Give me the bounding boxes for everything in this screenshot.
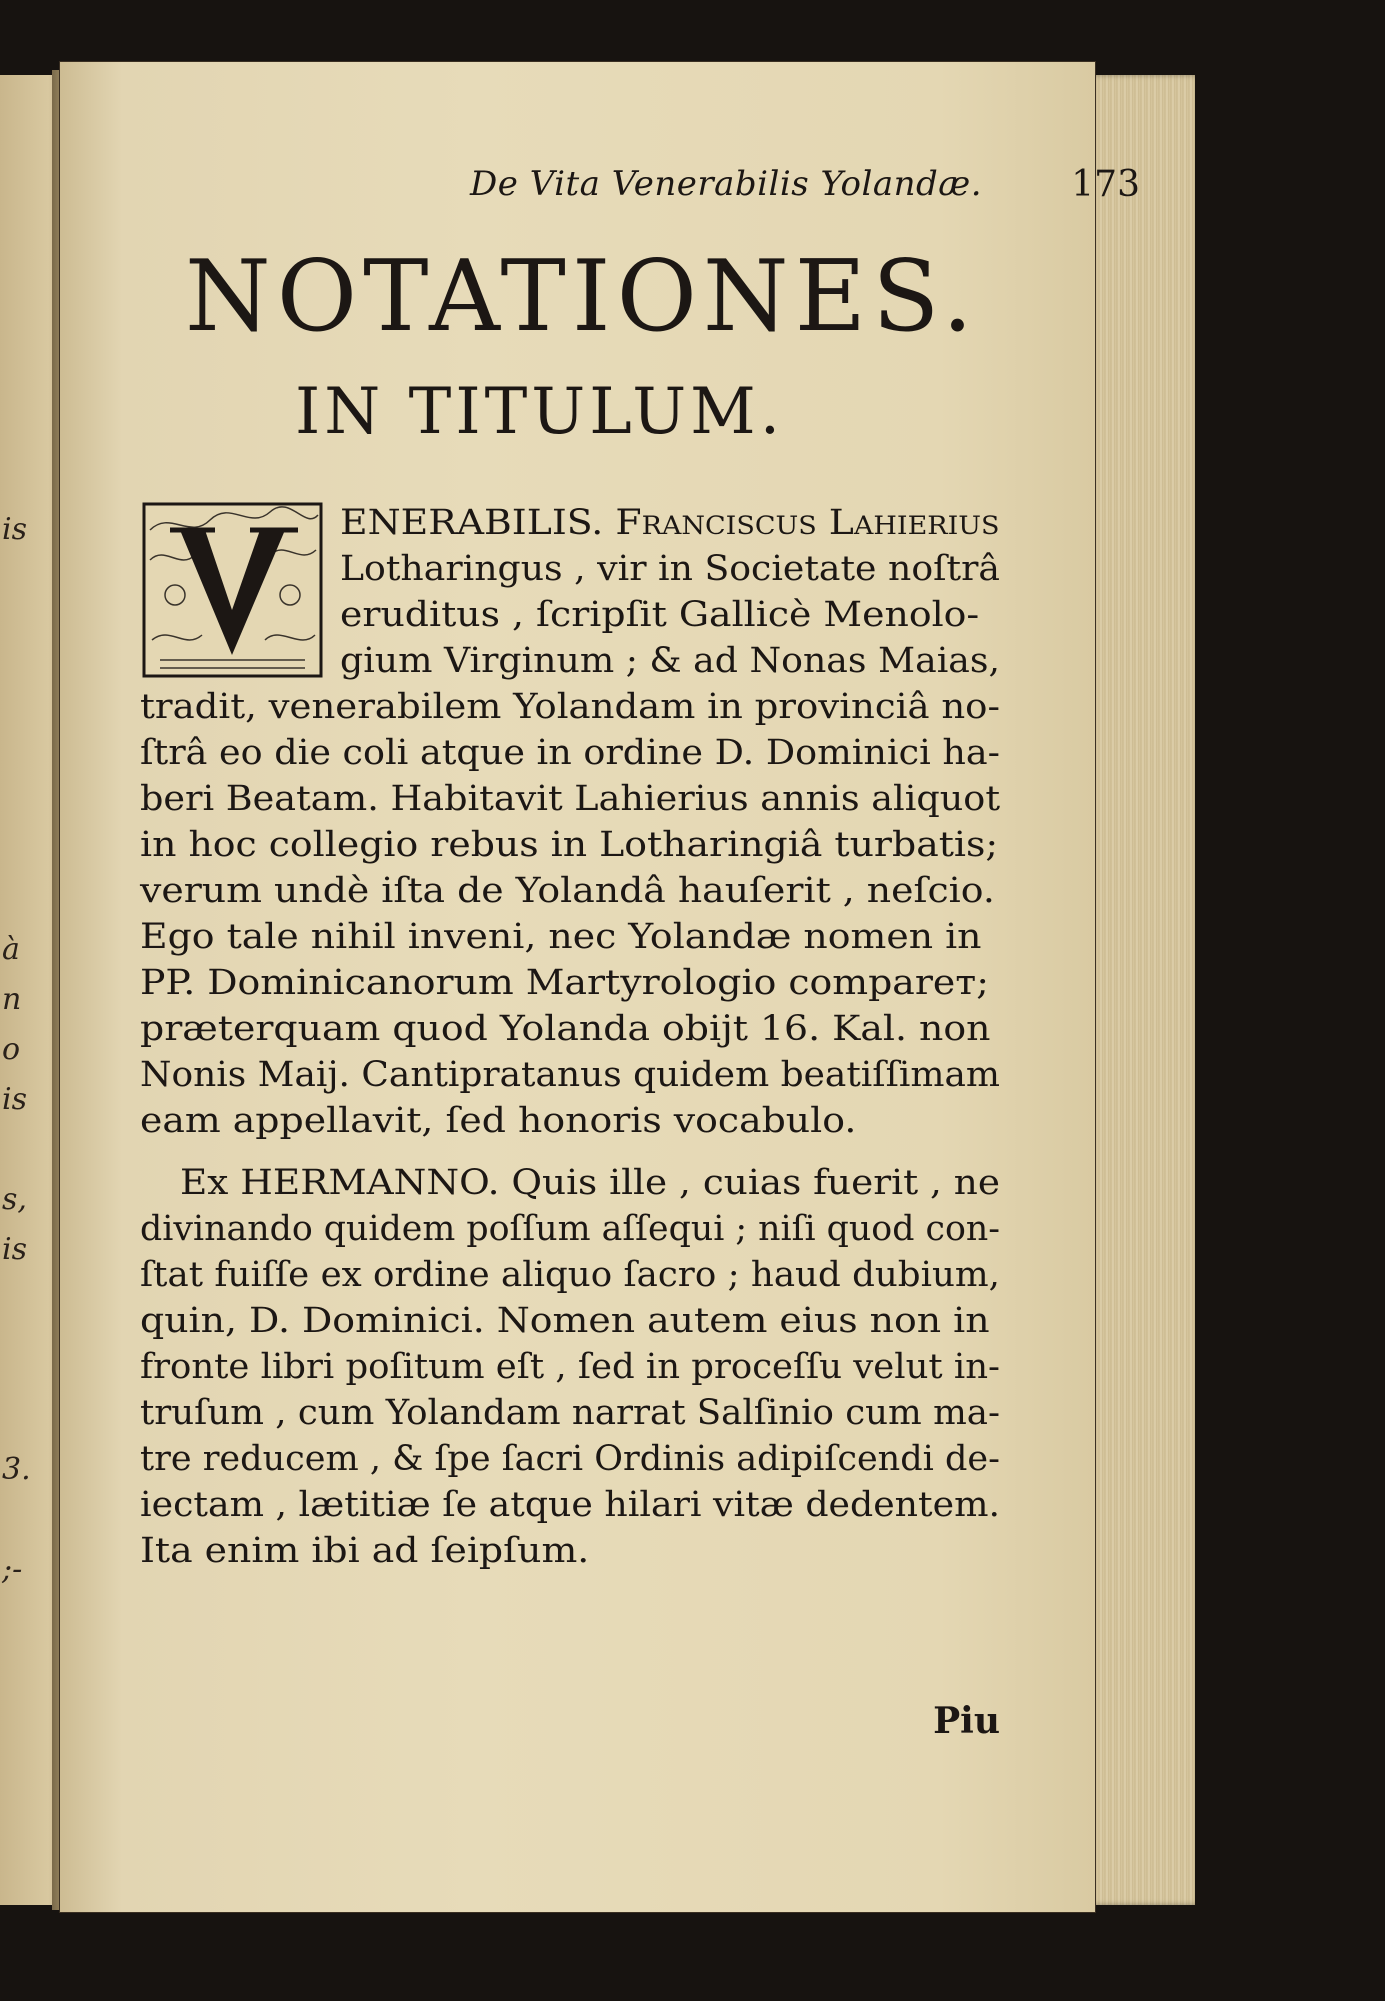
- text-line: Ex HERMANNO. Quis ille , cuias fuerit , ne: [180, 1163, 1000, 1203]
- text-line: Lotharingus , vir in Societate noſtrâ: [340, 549, 1001, 589]
- text-line: Ego tale nihil inveni, nec Yolandæ nomen in: [140, 917, 982, 957]
- facing-page-line-endings: is à n o is s, is 3. ;-: [2, 512, 31, 1587]
- text-line: ſtrâ eo die coli atque in ordine D. Dominici ha-: [140, 733, 1001, 773]
- text-line: PP. Dominicanorum Martyrologio compareт;: [140, 963, 989, 1003]
- paragraph-venerabilis: [140, 500, 1000, 1144]
- text-line: tre reducem , & ſpe ſacri Ordinis adipiſcendi de-: [140, 1439, 1000, 1479]
- text-line: gium Virginum ; & ad Nonas Maias,: [340, 641, 1000, 681]
- text-line: in hoc collegio rebus in Lotharingiâ turbatis;: [140, 825, 999, 865]
- section-subtitle: IN TITULUM.: [295, 375, 785, 449]
- text-line: tradit, venerabilem Yolandam in provinciâ no-: [140, 687, 1000, 727]
- text-line: beri Beatam. Habitavit Lahierius annis aliquot: [140, 779, 1000, 819]
- text-line: quin, D. Dominici. Nomen autem eius non in: [140, 1301, 990, 1341]
- text-line: præterquam quod Yolanda obijt 16. Kal. non: [140, 1009, 991, 1049]
- catchword: Piu: [933, 1700, 1000, 1742]
- page-fore-edge: [1085, 75, 1195, 1905]
- text-line: iectam , lætitiæ ſe atque hilari vitæ dedentem.: [140, 1485, 1000, 1525]
- text-line: Ita enim ibi ad ſeipſum.: [140, 1531, 590, 1571]
- running-head-title: De Vita Venerabilis Yolandæ.: [470, 164, 983, 204]
- text-line: fronte libri poſitum eſt , ſed in proceſſu velut in-: [140, 1347, 1000, 1387]
- text-line: divinando quidem poſſum aſſequi ; niſi quod con-: [140, 1209, 1000, 1249]
- section-title: NOTATIONES.: [185, 240, 980, 354]
- text-line: Nonis Maij. Cantipratanus quidem beatiſſimam: [140, 1055, 1000, 1095]
- text-line: ſtat fuiſſe ex ordine aliquo ſacro ; haud dubium,: [140, 1255, 1000, 1295]
- text-line: eam appellavit, ſed honoris vocabulo.: [140, 1101, 857, 1141]
- page-number: 173: [1071, 164, 1140, 205]
- text-line: verum undè iſta de Yolandâ hauſerit , neſcio.: [140, 871, 995, 911]
- text-line: eruditus , ſcripſit Gallicè Menolo-: [340, 595, 980, 635]
- text-line: ENERABILIS. Franciſcus Lahierius: [340, 503, 1000, 543]
- paragraph-ex-hermanno: [140, 1160, 1000, 1574]
- running-head: [340, 160, 1140, 210]
- text-line: truſum , cum Yolandam narrat Salſinio cum ma-: [140, 1393, 1001, 1433]
